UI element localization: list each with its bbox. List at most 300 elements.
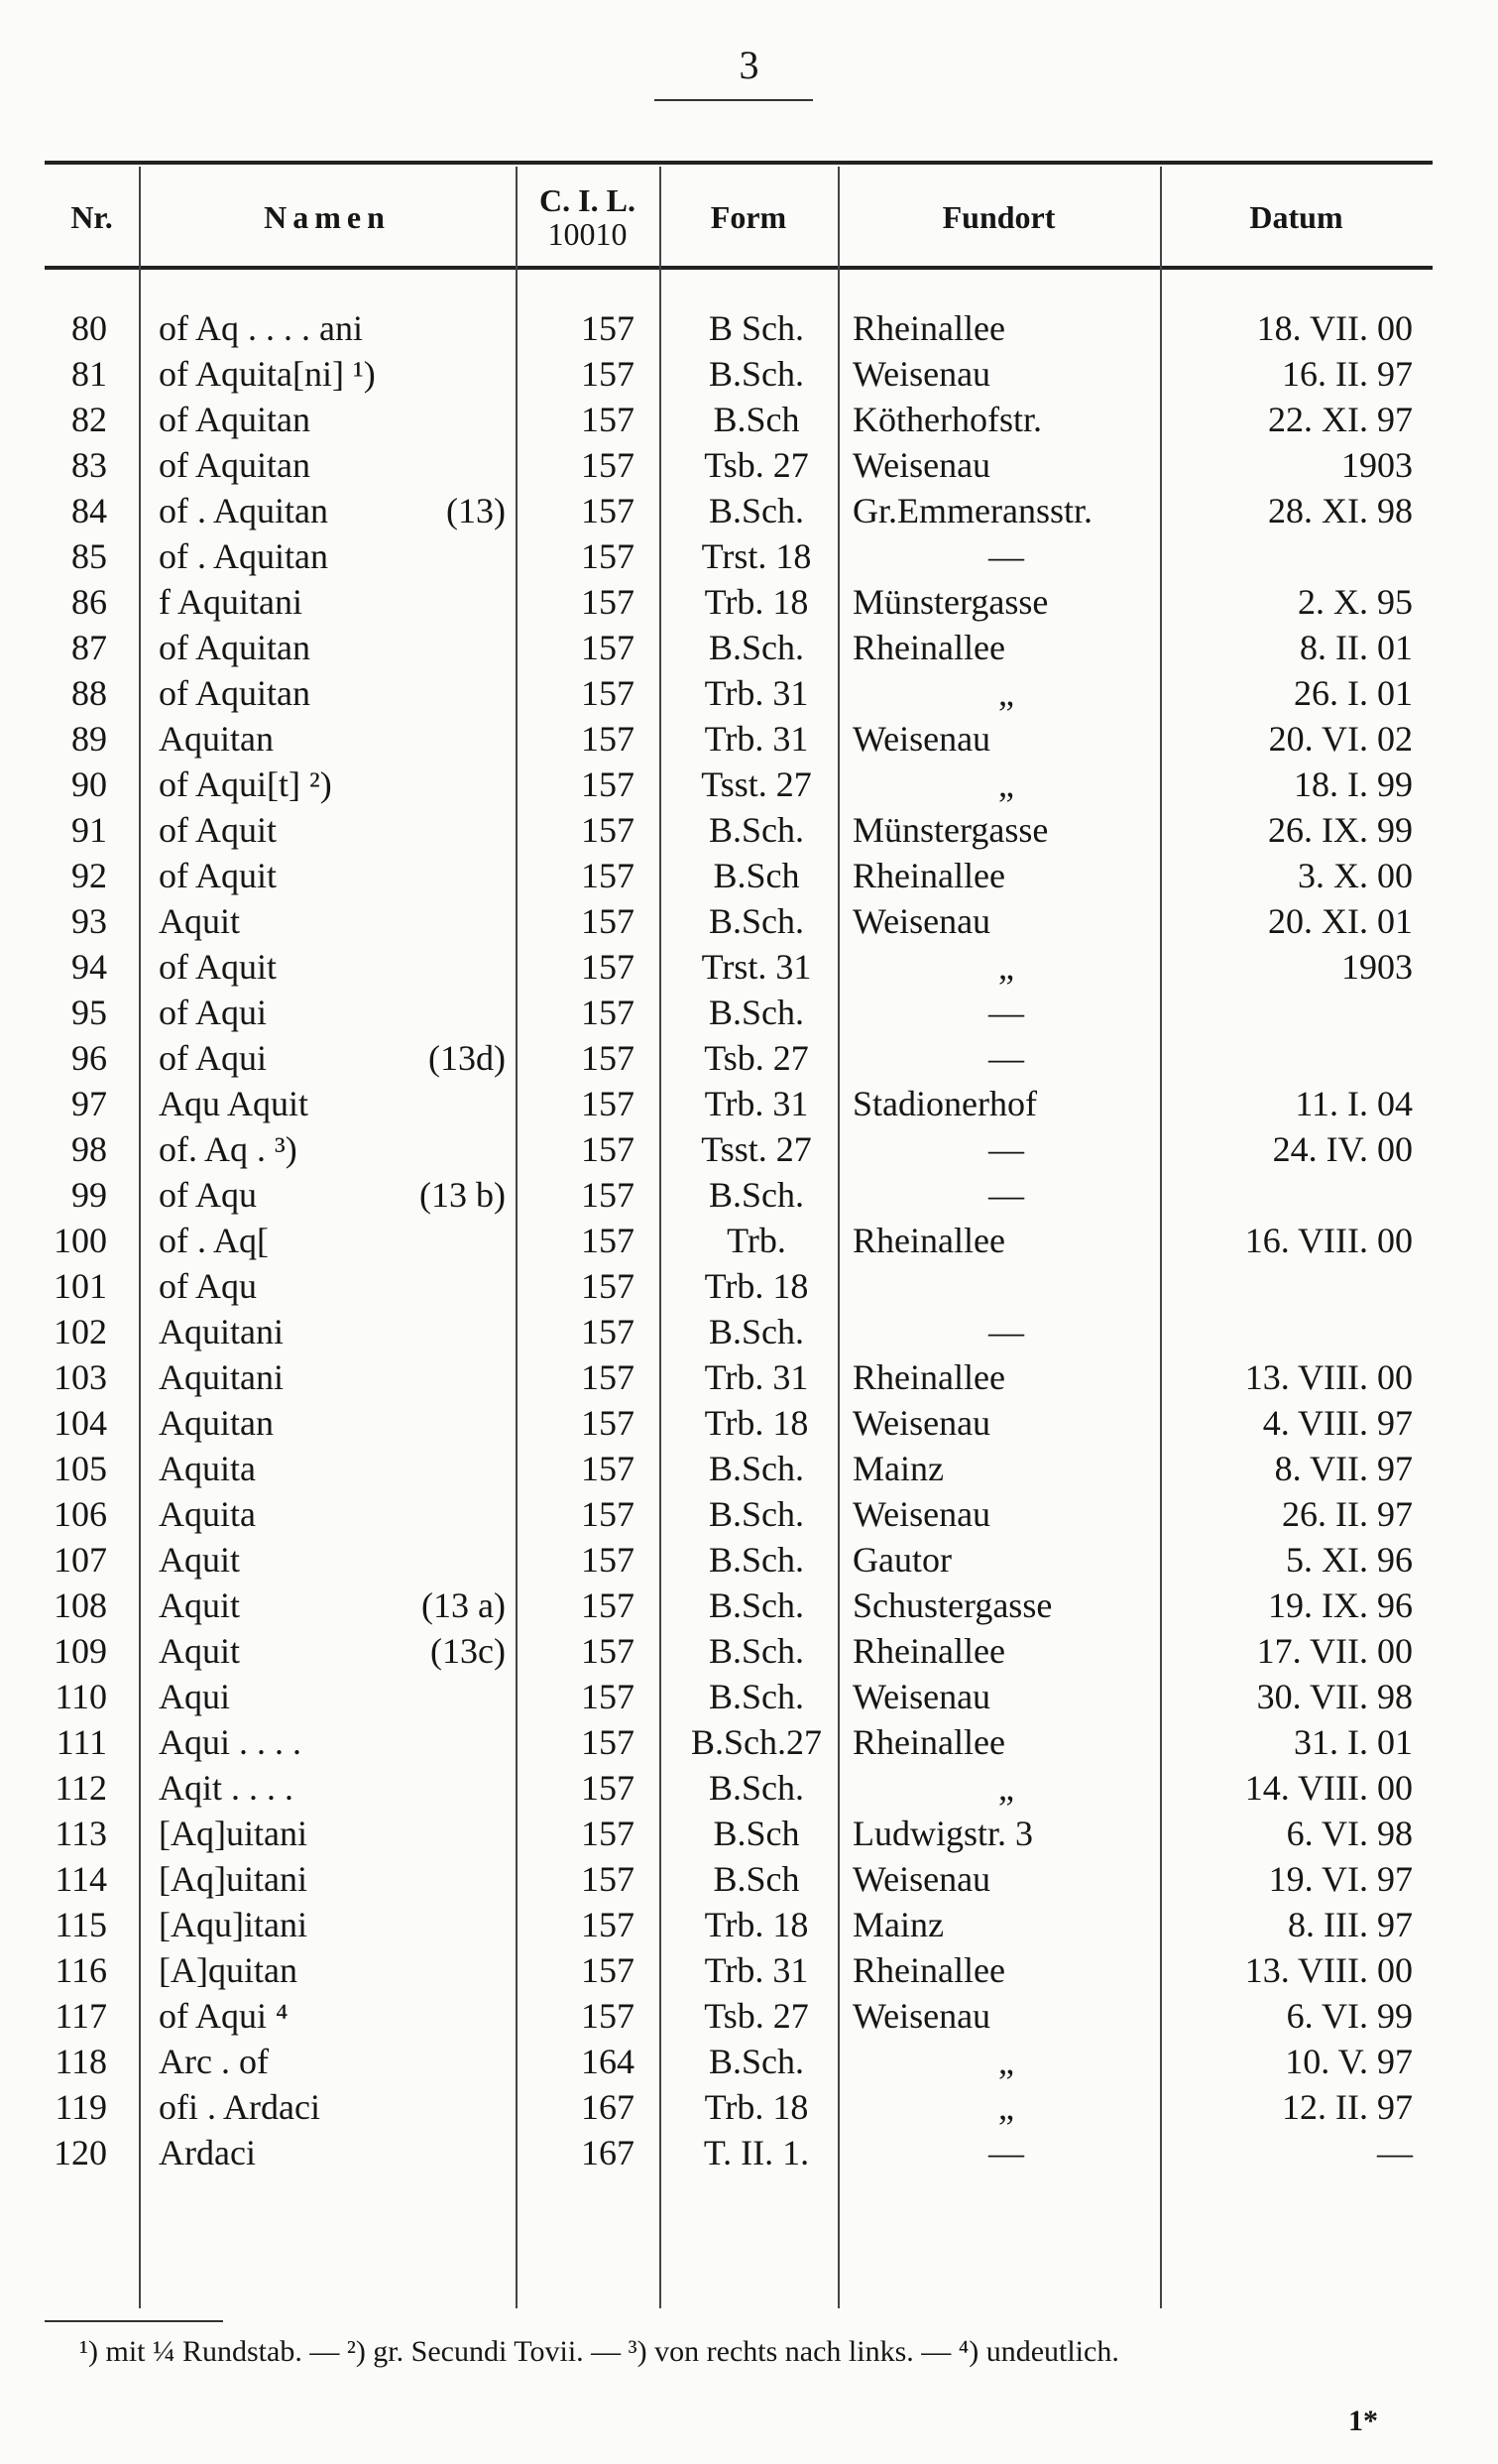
- cell-cil: 157: [581, 445, 634, 485]
- table-row: [0, 944, 1498, 990]
- table-row: [0, 1674, 1498, 1719]
- cell-nr: 113: [55, 1814, 107, 1853]
- cell-cil: 157: [581, 856, 634, 895]
- cell-datum: 14. VIII. 00: [1244, 1768, 1413, 1808]
- cell-fundort: Weisenau: [853, 1677, 991, 1716]
- cell-form: Trst. 18: [701, 536, 812, 576]
- cell-fundort: „: [998, 673, 1014, 713]
- cell-nr: 86: [71, 582, 107, 622]
- cell-form: B.Sch.: [708, 1677, 804, 1716]
- table-row: [0, 1765, 1498, 1811]
- cell-nr: 105: [54, 1449, 107, 1488]
- table-row: [0, 1172, 1498, 1218]
- cell-datum: 1903: [1341, 947, 1413, 987]
- cell-name: Aquitan: [159, 1403, 274, 1443]
- cell-name: Aquit: [159, 1585, 241, 1625]
- cell-name: of Aqui ⁴: [159, 1996, 288, 2036]
- table-top-rule: [45, 161, 1433, 165]
- footnote: ¹) mit ¼ Rundstab. — ²) gr. Secundi Tovii. — ³) von rechts nach links. — ⁴) undeutlich.: [79, 2335, 1119, 2368]
- cell-datum: 26. II. 97: [1282, 1494, 1413, 1534]
- cell-name: Aquit: [159, 901, 241, 941]
- cell-form: B.Sch.27: [690, 1722, 822, 1762]
- cell-datum: 13. VIII. 00: [1244, 1950, 1413, 1990]
- cell-name: of Aquit: [159, 810, 278, 850]
- cell-nr: 95: [71, 993, 107, 1032]
- cell-fundort: Münstergasse: [853, 582, 1049, 622]
- cell-datum: 12. II. 97: [1282, 2087, 1413, 2127]
- cell-cil: 157: [581, 1814, 634, 1853]
- cell-name: of. Aq . ³): [159, 1129, 297, 1169]
- table-row: [0, 762, 1498, 807]
- cell-nr: 118: [55, 2042, 107, 2081]
- header-cil-number: 10010: [547, 216, 628, 252]
- table-row: [0, 1811, 1498, 1856]
- cell-note: (13d): [428, 1038, 506, 1078]
- cell-nr: 88: [71, 673, 107, 713]
- cell-nr: 110: [55, 1677, 107, 1716]
- cell-nr: 108: [54, 1585, 107, 1625]
- cell-fundort: Münstergasse: [853, 810, 1049, 850]
- cell-datum: 10. V. 97: [1285, 2042, 1413, 2081]
- cell-cil: 157: [581, 1677, 634, 1716]
- cell-datum: 30. VII. 98: [1256, 1677, 1413, 1716]
- cell-datum: 19. IX. 96: [1268, 1585, 1413, 1625]
- table-row: [0, 1993, 1498, 2039]
- cell-nr: 80: [71, 308, 107, 348]
- table-row: [0, 716, 1498, 762]
- cell-nr: 101: [54, 1266, 107, 1306]
- cell-note: (13): [446, 491, 506, 530]
- cell-fundort: —: [988, 1038, 1024, 1078]
- cell-datum: 26. IX. 99: [1268, 810, 1413, 850]
- cell-cil: 157: [581, 1996, 634, 2036]
- cell-form: Tsst. 27: [701, 1129, 812, 1169]
- cell-nr: 94: [71, 947, 107, 987]
- cell-cil: 157: [581, 1540, 634, 1580]
- cell-datum: 4. VIII. 97: [1262, 1403, 1413, 1443]
- table-row: [0, 1309, 1498, 1354]
- cell-datum: 6. VI. 98: [1286, 1814, 1413, 1853]
- footnote-rule: [45, 2320, 223, 2322]
- table-row: [0, 1719, 1498, 1765]
- cell-fundort: Rheinallee: [853, 1221, 1005, 1260]
- cell-fundort: „: [998, 947, 1014, 987]
- cell-form: Tsb. 27: [704, 1996, 809, 2036]
- cell-form: Trb. 18: [704, 1905, 809, 1944]
- cell-name: Aqit . . . .: [159, 1768, 294, 1808]
- cell-cil: 157: [581, 628, 634, 667]
- cell-nr: 97: [71, 1084, 107, 1123]
- cell-fundort: Rheinallee: [853, 628, 1005, 667]
- cell-name: of Aqu: [159, 1175, 257, 1215]
- cell-datum: 11. I. 04: [1295, 1084, 1413, 1123]
- table-row: [0, 1126, 1498, 1172]
- table-row: [0, 1263, 1498, 1309]
- cell-fundort: Rheinallee: [853, 856, 1005, 895]
- cell-cil: 157: [581, 1403, 634, 1443]
- cell-form: B.Sch.: [708, 1175, 804, 1215]
- cell-fundort: Gautor: [853, 1540, 952, 1580]
- cell-datum: 18. I. 99: [1294, 764, 1413, 804]
- cell-nr: 93: [71, 901, 107, 941]
- cell-datum: 24. IV. 00: [1272, 1129, 1413, 1169]
- cell-cil: 157: [581, 1221, 634, 1260]
- cell-form: B.Sch.: [708, 1768, 804, 1808]
- cell-cil: 164: [581, 2042, 634, 2081]
- cell-datum: 8. III. 97: [1288, 1905, 1413, 1944]
- cell-fundort: „: [998, 2042, 1014, 2081]
- cell-datum: 8. II. 01: [1300, 628, 1413, 667]
- cell-name: [A]quitan: [159, 1950, 297, 1990]
- cell-datum: 2. X. 95: [1298, 582, 1413, 622]
- table-row: [0, 670, 1498, 716]
- cell-fundort: Weisenau: [853, 1403, 991, 1443]
- page-number-rule: [654, 99, 813, 101]
- header-form: Form: [710, 199, 787, 236]
- cell-fundort: Rheinallee: [853, 1631, 1005, 1671]
- cell-form: B.Sch: [713, 1814, 800, 1853]
- cell-name: Aqu Aquit: [159, 1084, 309, 1123]
- cell-nr: 115: [55, 1905, 107, 1944]
- cell-fundort: „: [998, 2087, 1014, 2127]
- cell-cil: 157: [581, 1175, 634, 1215]
- table-row: [0, 2130, 1498, 2175]
- cell-name: Aqui: [159, 1677, 230, 1716]
- cell-form: B.Sch: [713, 856, 800, 895]
- table-row: [0, 1218, 1498, 1263]
- cell-form: Trb. 18: [704, 1403, 809, 1443]
- cell-name: Arc . of: [159, 2042, 269, 2081]
- cell-name: Aquita: [159, 1494, 256, 1534]
- cell-nr: 102: [54, 1312, 107, 1351]
- cell-form: Trst. 31: [701, 947, 812, 987]
- table-row: [0, 1446, 1498, 1491]
- cell-nr: 99: [71, 1175, 107, 1215]
- cell-name: of Aq . . . . ani: [159, 308, 363, 348]
- cell-cil: 157: [581, 1129, 634, 1169]
- table-body: [0, 305, 1498, 2175]
- cell-datum: 8. VII. 97: [1274, 1449, 1413, 1488]
- cell-name: Aquita: [159, 1449, 256, 1488]
- cell-name: of Aqu: [159, 1266, 257, 1306]
- table-row: [0, 625, 1498, 670]
- table-row: [0, 1081, 1498, 1126]
- cell-datum: 5. XI. 96: [1286, 1540, 1413, 1580]
- cell-form: B.Sch.: [708, 1312, 804, 1351]
- cell-datum: 6. VI. 99: [1286, 1996, 1413, 2036]
- table-row: [0, 990, 1498, 1035]
- cell-form: Tsb. 27: [704, 445, 809, 485]
- cell-cil: 157: [581, 400, 634, 439]
- cell-cil: 157: [581, 993, 634, 1032]
- cell-datum: 28. XI. 98: [1268, 491, 1413, 530]
- cell-name: Aquitani: [159, 1312, 284, 1351]
- cell-name: of Aquita[ni] ¹): [159, 354, 376, 394]
- cell-nr: 106: [54, 1494, 107, 1534]
- cell-name: of Aquitan: [159, 628, 310, 667]
- cell-fundort: —: [988, 1175, 1024, 1215]
- cell-form: Trb. 18: [704, 2087, 809, 2127]
- cell-form: B Sch.: [708, 308, 804, 348]
- cell-name: of Aquitan: [159, 400, 310, 439]
- cell-cil: 157: [581, 491, 634, 530]
- cell-fundort: Stadionerhof: [853, 1084, 1037, 1123]
- cell-datum: 20. VI. 02: [1268, 719, 1413, 759]
- cell-form: T. II. 1.: [703, 2133, 810, 2172]
- table-row: [0, 2084, 1498, 2130]
- cell-form: Trb. 31: [704, 1084, 809, 1123]
- cell-fundort: Weisenau: [853, 1494, 991, 1534]
- table-row: [0, 898, 1498, 944]
- cell-name: of Aqui: [159, 993, 268, 1032]
- cell-cil: 157: [581, 947, 634, 987]
- cell-cil: 157: [581, 1357, 634, 1397]
- cell-datum: 26. I. 01: [1294, 673, 1413, 713]
- cell-cil: 157: [581, 810, 634, 850]
- cell-name: Ardaci: [159, 2133, 256, 2172]
- cell-form: B.Sch.: [708, 1540, 804, 1580]
- cell-fundort: Weisenau: [853, 1996, 991, 2036]
- table-row: [0, 579, 1498, 625]
- cell-name: f Aquitani: [159, 582, 302, 622]
- cell-nr: 92: [71, 856, 107, 895]
- cell-fundort: Weisenau: [853, 445, 991, 485]
- cell-nr: 98: [71, 1129, 107, 1169]
- table-row: [0, 1856, 1498, 1902]
- cell-form: Tsb. 27: [704, 1038, 809, 1078]
- cell-name: of Aqui[t] ²): [159, 764, 332, 804]
- cell-cil: 157: [581, 1312, 634, 1351]
- cell-fundort: —: [988, 1312, 1024, 1351]
- cell-name: of Aqui: [159, 1038, 268, 1078]
- cell-form: B.Sch.: [708, 1631, 804, 1671]
- cell-nr: 89: [71, 719, 107, 759]
- table-row: [0, 1491, 1498, 1537]
- cell-name: Aquit: [159, 1540, 241, 1580]
- cell-form: Trb.: [727, 1221, 786, 1260]
- cell-form: Trb. 31: [704, 673, 809, 713]
- table-row: [0, 1583, 1498, 1628]
- cell-nr: 116: [55, 1950, 107, 1990]
- cell-cil: 157: [581, 582, 634, 622]
- table-row: [0, 533, 1498, 579]
- cell-nr: 111: [56, 1722, 107, 1762]
- cell-nr: 87: [71, 628, 107, 667]
- cell-datum: 19. VI. 97: [1268, 1859, 1413, 1899]
- table-row: [0, 1537, 1498, 1583]
- cell-form: Trb. 18: [704, 582, 809, 622]
- cell-cil: 157: [581, 1859, 634, 1899]
- cell-cil: 157: [581, 719, 634, 759]
- cell-nr: 117: [55, 1996, 107, 2036]
- cell-cil: 157: [581, 901, 634, 941]
- cell-datum: 31. I. 01: [1294, 1722, 1413, 1762]
- cell-datum: 16. VIII. 00: [1244, 1221, 1413, 1260]
- table-row: [0, 397, 1498, 442]
- cell-cil: 157: [581, 308, 634, 348]
- table-row: [0, 1035, 1498, 1081]
- cell-name: Aqui . . . .: [159, 1722, 301, 1762]
- cell-nr: 84: [71, 491, 107, 530]
- cell-nr: 83: [71, 445, 107, 485]
- cell-name: [Aq]uitani: [159, 1859, 307, 1899]
- cell-form: B.Sch.: [708, 354, 804, 394]
- cell-datum: —: [1377, 2133, 1413, 2172]
- cell-fundort: Mainz: [853, 1905, 944, 1944]
- cell-datum: 20. XI. 01: [1268, 901, 1413, 941]
- cell-form: B.Sch.: [708, 810, 804, 850]
- cell-name: [Aqu]itani: [159, 1905, 307, 1944]
- header-cil: [516, 174, 659, 263]
- cell-cil: 157: [581, 1905, 634, 1944]
- cell-fundort: —: [988, 536, 1024, 576]
- cell-cil: 157: [581, 1494, 634, 1534]
- cell-datum: 13. VIII. 00: [1244, 1357, 1413, 1397]
- cell-form: B.Sch: [713, 1859, 800, 1899]
- cell-nr: 107: [54, 1540, 107, 1580]
- cell-cil: 157: [581, 1768, 634, 1808]
- cell-nr: 81: [71, 354, 107, 394]
- cell-fundort: —: [988, 2133, 1024, 2172]
- cell-datum: 17. VII. 00: [1256, 1631, 1413, 1671]
- cell-cil: 157: [581, 764, 634, 804]
- header-namen: Namen: [264, 199, 391, 236]
- cell-note: (13 a): [421, 1585, 506, 1625]
- cell-form: Tsst. 27: [701, 764, 812, 804]
- cell-form: B.Sch.: [708, 993, 804, 1032]
- table-row: [0, 1628, 1498, 1674]
- cell-nr: 114: [55, 1859, 107, 1899]
- cell-fundort: Schustergasse: [853, 1585, 1053, 1625]
- cell-cil: 157: [581, 1585, 634, 1625]
- cell-cil: 157: [581, 1038, 634, 1078]
- table-row: [0, 488, 1498, 533]
- header-nr: Nr.: [70, 199, 113, 236]
- cell-cil: 157: [581, 1266, 634, 1306]
- cell-nr: 120: [54, 2133, 107, 2172]
- cell-datum: 22. XI. 97: [1268, 400, 1413, 439]
- cell-name: of Aquit: [159, 947, 278, 987]
- cell-name: Aquit: [159, 1631, 241, 1671]
- cell-note: (13 b): [419, 1175, 506, 1215]
- cell-fundort: Weisenau: [853, 901, 991, 941]
- cell-cil: 157: [581, 1950, 634, 1990]
- table-row: [0, 351, 1498, 397]
- cell-fundort: Weisenau: [853, 354, 991, 394]
- cell-nr: 90: [71, 764, 107, 804]
- header-datum: Datum: [1249, 199, 1343, 236]
- header-cil-label: C. I. L.: [539, 182, 635, 219]
- table-row: [0, 2039, 1498, 2084]
- cell-fundort: Weisenau: [853, 719, 991, 759]
- cell-name: of . Aq[: [159, 1221, 269, 1260]
- cell-datum: 1903: [1341, 445, 1413, 485]
- cell-form: Trb. 18: [704, 1266, 809, 1306]
- cell-note: (13c): [430, 1631, 506, 1671]
- table-row: [0, 1902, 1498, 1947]
- cell-cil: 167: [581, 2087, 634, 2127]
- cell-form: B.Sch: [713, 400, 800, 439]
- cell-name: Aquitan: [159, 719, 274, 759]
- cell-fundort: Kötherhofstr.: [853, 400, 1042, 439]
- cell-fundort: Rheinallee: [853, 1950, 1005, 1990]
- header-fundort: Fundort: [942, 199, 1056, 236]
- cell-cil: 167: [581, 2133, 634, 2172]
- table-row: [0, 1400, 1498, 1446]
- cell-cil: 157: [581, 1631, 634, 1671]
- cell-form: B.Sch.: [708, 1585, 804, 1625]
- table-row: [0, 1354, 1498, 1400]
- cell-cil: 157: [581, 1084, 634, 1123]
- cell-fundort: „: [998, 764, 1014, 804]
- cell-fundort: Gr.Emmeransstr.: [853, 491, 1093, 530]
- cell-form: B.Sch.: [708, 901, 804, 941]
- cell-nr: 85: [71, 536, 107, 576]
- cell-name: [Aq]uitani: [159, 1814, 307, 1853]
- table-row: [0, 442, 1498, 488]
- cell-cil: 157: [581, 536, 634, 576]
- cell-nr: 112: [55, 1768, 107, 1808]
- cell-form: Trb. 31: [704, 719, 809, 759]
- table-row: [0, 853, 1498, 898]
- cell-nr: 109: [54, 1631, 107, 1671]
- table-row: [0, 305, 1498, 351]
- cell-nr: 100: [54, 1221, 107, 1260]
- cell-form: B.Sch.: [708, 2042, 804, 2081]
- cell-fundort: Rheinallee: [853, 308, 1005, 348]
- cell-fundort: —: [988, 1129, 1024, 1169]
- cell-fundort: —: [988, 993, 1024, 1032]
- cell-name: of . Aquitan: [159, 536, 328, 576]
- cell-cil: 157: [581, 1722, 634, 1762]
- cell-cil: 157: [581, 354, 634, 394]
- cell-name: of Aquitan: [159, 445, 310, 485]
- cell-form: B.Sch.: [708, 1449, 804, 1488]
- cell-datum: 16. II. 97: [1282, 354, 1413, 394]
- cell-datum: 18. VII. 00: [1256, 308, 1413, 348]
- cell-cil: 157: [581, 1449, 634, 1488]
- cell-form: Trb. 31: [704, 1357, 809, 1397]
- cell-cil: 157: [581, 673, 634, 713]
- cell-nr: 91: [71, 810, 107, 850]
- table-row: [0, 807, 1498, 853]
- cell-form: B.Sch.: [708, 628, 804, 667]
- table-row: [0, 1947, 1498, 1993]
- cell-fundort: Weisenau: [853, 1859, 991, 1899]
- cell-nr: 104: [54, 1403, 107, 1443]
- page-number: 3: [739, 43, 759, 87]
- cell-nr: 82: [71, 400, 107, 439]
- header-bottom-rule: [45, 266, 1433, 270]
- cell-name: Aquitani: [159, 1357, 284, 1397]
- cell-fundort: Mainz: [853, 1449, 944, 1488]
- cell-form: Trb. 31: [704, 1950, 809, 1990]
- cell-fundort: Rheinallee: [853, 1722, 1005, 1762]
- cell-nr: 103: [54, 1357, 107, 1397]
- cell-form: B.Sch.: [708, 491, 804, 530]
- cell-fundort: „: [998, 1768, 1014, 1808]
- cell-fundort: Ludwigstr. 3: [853, 1814, 1034, 1853]
- cell-name: of Aquit: [159, 856, 278, 895]
- cell-form: B.Sch.: [708, 1494, 804, 1534]
- cell-name: of Aquitan: [159, 673, 310, 713]
- cell-name: ofi . Ardaci: [159, 2087, 320, 2127]
- sheet-signature: 1*: [1348, 2405, 1378, 2437]
- cell-name: of . Aquitan: [159, 491, 328, 530]
- cell-datum: 3. X. 00: [1298, 856, 1413, 895]
- cell-nr: 119: [55, 2087, 107, 2127]
- cell-fundort: Rheinallee: [853, 1357, 1005, 1397]
